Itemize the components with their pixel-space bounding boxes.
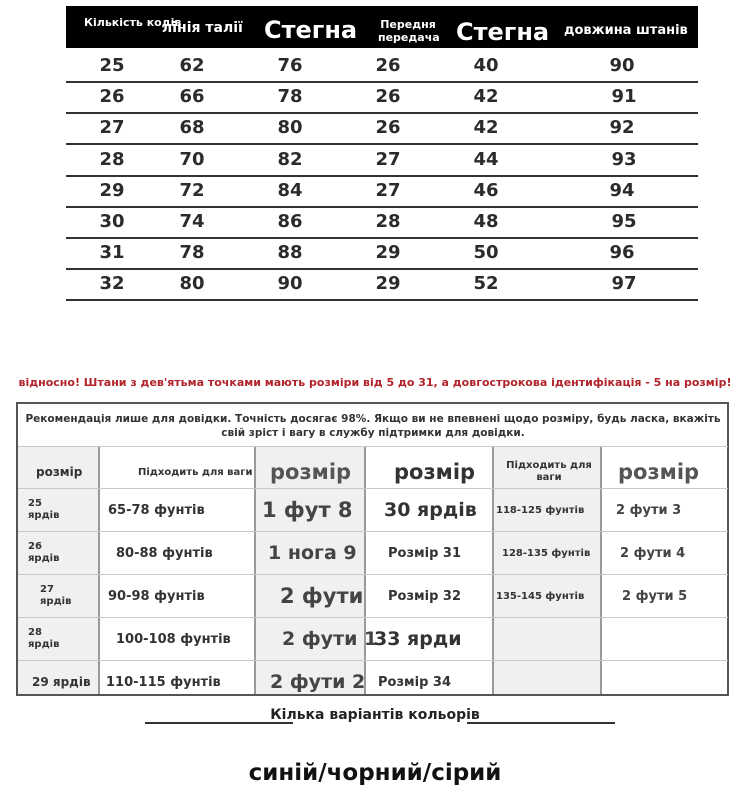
rec-size: 25 ярдів bbox=[28, 498, 60, 521]
size-chart-row bbox=[66, 206, 698, 239]
rec-size: 28 ярдів bbox=[28, 627, 60, 650]
size-chart-cell: 44 bbox=[473, 148, 499, 170]
rec-weight-range: 90-98 фунтів bbox=[108, 588, 205, 604]
header-hips-2: Стегна bbox=[456, 18, 550, 46]
color-options-label: Кілька варіантів кольорів bbox=[270, 707, 480, 723]
size-chart-cell: 50 bbox=[473, 242, 499, 264]
size-chart-cell: 88 bbox=[277, 242, 303, 264]
size-chart-cell: 94 bbox=[609, 179, 635, 201]
size-chart-row bbox=[66, 144, 698, 177]
header-front-rise: Передня передача bbox=[378, 18, 440, 44]
rec-weight-range: 80-88 фунтів bbox=[116, 545, 213, 561]
header-pant-length: довжина штанів bbox=[564, 23, 688, 38]
rec-size: 27 ярдів bbox=[40, 584, 72, 607]
size-notice: відносно! Штани з дев'ятьма точками мають розміри від 5 до 31, а довгострокова ідентифікація - 5 на розмір! bbox=[18, 376, 732, 389]
size-chart-cell: 28 bbox=[375, 211, 401, 232]
rec-weight-range-alt bbox=[496, 662, 598, 702]
rec-size: 26 ярдів bbox=[28, 541, 60, 564]
size-chart-cell: 80 bbox=[277, 117, 303, 139]
size-chart-cell: 90 bbox=[609, 55, 635, 76]
size-chart-cell: 42 bbox=[473, 117, 499, 139]
size-chart-cell: 29 bbox=[375, 273, 401, 295]
rec-grid-hline bbox=[18, 660, 728, 661]
rec-grid-vline bbox=[98, 446, 100, 694]
rec-header-size-4: розмір bbox=[618, 460, 700, 484]
size-chart-cell: 27 bbox=[99, 117, 125, 139]
size-chart-cell: 32 bbox=[99, 273, 125, 295]
size-chart-cell: 74 bbox=[179, 211, 205, 232]
rec-weight-range-alt bbox=[496, 619, 598, 659]
rec-length-alt: 2 фути 4 bbox=[620, 545, 686, 561]
size-chart-cell: 26 bbox=[99, 86, 125, 108]
rec-size-alt: Розмір 34 bbox=[378, 674, 452, 690]
rec-size-alt: Розмір 32 bbox=[388, 588, 462, 604]
size-chart-row bbox=[66, 175, 698, 208]
size-chart-cell: 76 bbox=[277, 55, 303, 76]
size-chart-cell: 96 bbox=[609, 242, 635, 264]
size-chart-table bbox=[66, 6, 698, 48]
size-chart-cell: 29 bbox=[375, 242, 401, 264]
rec-grid-hline bbox=[18, 574, 728, 575]
rec-grid-hline bbox=[18, 617, 728, 618]
size-chart-cell: 86 bbox=[277, 211, 303, 232]
size-chart-cell: 48 bbox=[473, 211, 499, 232]
rec-length: 2 фути 1 bbox=[282, 628, 378, 650]
size-chart-cell: 26 bbox=[375, 86, 401, 108]
size-chart-cell: 93 bbox=[611, 148, 637, 170]
size-chart-cell: 31 bbox=[99, 242, 125, 264]
rec-length-alt bbox=[616, 662, 726, 702]
color-options-value: синій/чорний/сірий bbox=[248, 760, 502, 786]
size-chart-cell: 84 bbox=[277, 179, 303, 201]
size-chart-cell: 26 bbox=[375, 117, 401, 139]
rec-size: 29 ярдів bbox=[32, 675, 91, 689]
size-chart-cell: 97 bbox=[611, 273, 637, 295]
header-hips-1: Стегна bbox=[264, 16, 358, 44]
rec-header-size-1: розмір bbox=[36, 465, 83, 479]
rec-grid-hline bbox=[18, 446, 728, 447]
rec-weight-range: 110-115 фунтів bbox=[106, 674, 221, 690]
rec-header-weight-2: Підходить для ваги bbox=[506, 460, 592, 483]
size-chart-cell: 46 bbox=[473, 179, 499, 201]
size-chart-cell: 42 bbox=[473, 86, 499, 108]
size-chart-cell: 78 bbox=[277, 86, 303, 108]
rec-length-alt: 2 фути 3 bbox=[616, 502, 682, 518]
size-chart-row bbox=[66, 81, 698, 114]
rec-header-weight-1: Підходить для ваги bbox=[138, 466, 253, 478]
rec-weight-range-alt: 128-135 фунтів bbox=[502, 547, 591, 559]
size-chart-cell: 92 bbox=[609, 117, 635, 139]
size-chart-cell: 25 bbox=[99, 55, 125, 76]
size-chart-cell: 95 bbox=[611, 211, 637, 232]
rec-weight-range-alt: 135-145 фунтів bbox=[496, 590, 585, 602]
size-chart-cell: 66 bbox=[179, 86, 205, 108]
header-code-count: Кількість кодів bbox=[84, 16, 182, 29]
size-chart-cell: 78 bbox=[179, 242, 205, 264]
size-chart-cell: 26 bbox=[375, 55, 401, 76]
rec-size-alt: 33 ярди bbox=[374, 628, 462, 650]
size-chart-cell: 27 bbox=[375, 179, 401, 201]
rec-length: 2 фути 2 bbox=[270, 671, 366, 693]
size-chart-cell: 62 bbox=[179, 55, 205, 76]
size-chart-cell: 68 bbox=[179, 117, 205, 139]
rec-grid-hline bbox=[18, 488, 728, 489]
size-chart-cell: 30 bbox=[99, 211, 125, 232]
size-chart-cell: 52 bbox=[473, 273, 499, 295]
size-chart-cell: 29 bbox=[99, 179, 125, 201]
rec-size-alt: Розмір 31 bbox=[388, 545, 462, 561]
size-chart-cell: 28 bbox=[99, 148, 125, 170]
size-chart-header bbox=[66, 6, 698, 48]
size-chart-cell: 40 bbox=[473, 55, 499, 76]
size-chart-row bbox=[66, 112, 698, 145]
size-chart-cell: 82 bbox=[277, 148, 303, 170]
rec-header-size-3: розмір bbox=[394, 460, 476, 484]
size-chart-row bbox=[66, 50, 698, 83]
rec-grid-hline bbox=[18, 531, 728, 532]
size-chart-cell: 72 bbox=[179, 179, 205, 201]
rec-weight-range: 65-78 фунтів bbox=[108, 502, 205, 518]
rec-length-alt bbox=[616, 619, 726, 659]
rec-length: 1 нога 9 bbox=[268, 542, 357, 564]
size-chart-row bbox=[66, 237, 698, 270]
rec-length: 1 фут 8 bbox=[262, 498, 353, 522]
rec-size-alt: 30 ярдів bbox=[384, 499, 477, 521]
size-chart-cell: 90 bbox=[277, 273, 303, 295]
size-chart-row bbox=[66, 268, 698, 301]
size-chart-cell: 80 bbox=[179, 273, 205, 295]
rec-length: 2 фути bbox=[280, 584, 364, 608]
header-waist: лінія талії bbox=[162, 20, 243, 36]
recommendation-note: Рекомендація лише для довідки. Точність досягає 98%. Якщо ви не впевнені щодо розміру, будь ласка, вкажіть свій зріст і вагу в службу підтримки для довідки. bbox=[25, 413, 721, 439]
size-chart-cell: 70 bbox=[179, 148, 205, 170]
rec-weight-range: 100-108 фунтів bbox=[116, 631, 231, 647]
size-chart-cell: 27 bbox=[375, 148, 401, 170]
rec-length-alt: 2 фути 5 bbox=[622, 588, 688, 604]
rec-weight-range-alt: 118-125 фунтів bbox=[496, 504, 585, 516]
size-chart-cell: 91 bbox=[611, 86, 637, 108]
rec-header-size-2: розмір bbox=[270, 460, 352, 484]
